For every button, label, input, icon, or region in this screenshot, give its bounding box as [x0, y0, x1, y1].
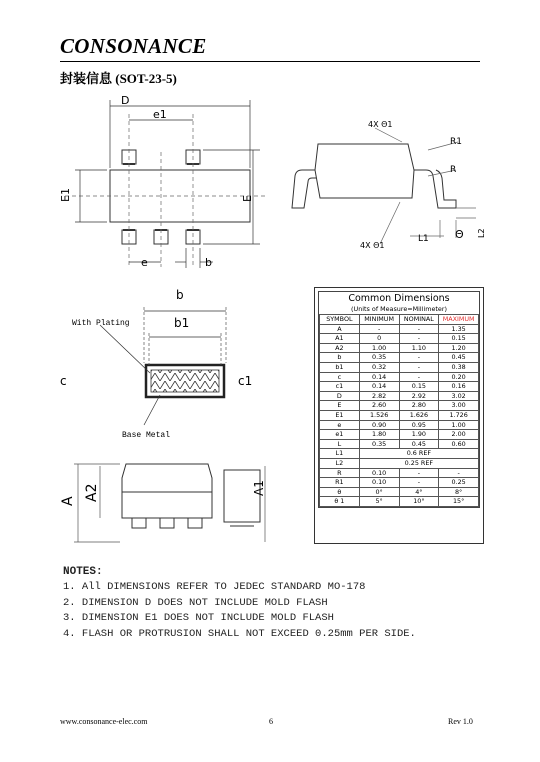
table-cell: - [399, 372, 439, 382]
table-row [320, 343, 479, 353]
table-cell: 0.16 [439, 382, 479, 392]
table-cell: 0.15 [399, 382, 439, 392]
table-cell: 0.10 [359, 478, 399, 488]
label-4x-theta1-top: 4X Θ1 [368, 120, 393, 129]
table-cell: 0.20 [439, 372, 479, 382]
table-cell: 1.20 [439, 343, 479, 353]
table-cell: 1.526 [359, 410, 399, 420]
table-row [320, 410, 479, 420]
table-cell: - [359, 324, 399, 334]
table-cell: 15° [439, 497, 479, 507]
table-cell: L1 [320, 449, 360, 459]
table-cell: E [320, 401, 360, 411]
dim-label-A1: A1 [252, 480, 266, 496]
label-theta: Θ [455, 228, 464, 241]
table-cell: 0.6 REF [359, 449, 478, 459]
table-cell: 3.02 [439, 391, 479, 401]
dim-label-A2: A2 [84, 483, 100, 502]
table-cell: e [320, 420, 360, 430]
common-dimensions-panel [314, 287, 484, 544]
table-row [320, 334, 479, 344]
label-L1: L1 [418, 234, 429, 244]
table-cell: 0.14 [359, 382, 399, 392]
table-cell: A [320, 324, 360, 334]
table-cell: 0.60 [439, 439, 479, 449]
table-cell: - [399, 362, 439, 372]
table-cell: b1 [320, 362, 360, 372]
column-header: MINIMUM [359, 315, 399, 325]
dim-label-D: D [121, 94, 130, 107]
table-cell: 3.00 [439, 401, 479, 411]
package-side-outline [315, 144, 414, 198]
label-with-plating: With Plating [72, 319, 130, 328]
table-cell: 1.90 [399, 430, 439, 440]
column-header: NOMINAL [399, 315, 439, 325]
table-cell: 1.10 [399, 343, 439, 353]
table-cell: 0.95 [399, 420, 439, 430]
table-cell: 0.35 [359, 353, 399, 363]
table-cell: 10° [399, 497, 439, 507]
table-cell: 0.38 [439, 362, 479, 372]
table-cell: 5° [359, 497, 399, 507]
notes-heading: NOTES: [63, 566, 103, 578]
table-cell: 0.15 [439, 334, 479, 344]
table-row [320, 353, 479, 363]
table-cell: 0.25 [439, 478, 479, 488]
table-row [320, 468, 479, 478]
table-cell: 8° [439, 487, 479, 497]
label-base-metal: Base Metal [122, 431, 171, 440]
label-R: R [450, 165, 457, 175]
table-cell: 0.90 [359, 420, 399, 430]
table-row [320, 362, 479, 372]
table-cell: 4° [399, 487, 439, 497]
table-cell: 2.80 [399, 401, 439, 411]
table-row [320, 487, 479, 497]
table-row [320, 324, 479, 334]
table-cell: c [320, 372, 360, 382]
label-section-c: c [60, 374, 67, 388]
table-cell: 0 [359, 334, 399, 344]
table-cell: - [399, 353, 439, 363]
package-front-outline [122, 464, 212, 492]
table-cell: 0.35 [359, 439, 399, 449]
dim-label-E1: E1 [59, 188, 72, 202]
footer-url: www.consonance-elec.com [60, 717, 148, 726]
table-cell: R [320, 468, 360, 478]
table-cell: A2 [320, 343, 360, 353]
dim-label-e: e [141, 256, 148, 269]
dim-label-A: A [60, 496, 76, 506]
top-view-drawing [55, 92, 270, 272]
notes-section [63, 566, 416, 642]
table-cell: θ [320, 487, 360, 497]
lead-section-drawing [60, 285, 275, 445]
column-header: SYMBOL [320, 315, 360, 325]
dimensions-header-row [320, 315, 479, 325]
table-cell: 1.80 [359, 430, 399, 440]
table-cell: 0.45 [399, 439, 439, 449]
table-cell: 1.00 [359, 343, 399, 353]
brand-logo-text: CONSONANCE [60, 34, 207, 58]
base-metal-hatch [151, 370, 219, 392]
label-section-b: b [176, 288, 184, 302]
dim-label-b: b [205, 256, 212, 269]
table-cell: 0° [359, 487, 399, 497]
label-R1: R1 [450, 137, 462, 147]
table-cell: 2.00 [439, 430, 479, 440]
table-cell: - [399, 324, 439, 334]
table-cell: 2.60 [359, 401, 399, 411]
side-view-drawing [280, 108, 490, 256]
dimensions-body [320, 324, 479, 506]
table-row [320, 372, 479, 382]
dim-label-e1: e1 [153, 108, 167, 121]
dimensions-table [319, 314, 479, 507]
table-cell: c1 [320, 382, 360, 392]
table-cell: 2.82 [359, 391, 399, 401]
label-4x-theta1-bottom: 4X Θ1 [360, 241, 385, 250]
table-cell: L2 [320, 458, 360, 468]
table-cell: L [320, 439, 360, 449]
label-section-c1: c1 [238, 374, 253, 388]
table-cell: D [320, 391, 360, 401]
table-cell: 2.92 [399, 391, 439, 401]
note-item: 4. FLASH OR PROTRUSION SHALL NOT EXCEED 0.25mm PER SIDE. [63, 627, 416, 640]
table-row [320, 439, 479, 449]
footer-page-number: 6 [269, 717, 273, 726]
dim-label-E: E [241, 195, 254, 202]
table-row [320, 382, 479, 392]
table-row [320, 420, 479, 430]
table-row [320, 478, 479, 488]
table-row [320, 497, 479, 507]
note-item: 2. DIMENSION D DOES NOT INCLUDE MOLD FLASH [63, 596, 328, 609]
header-divider [60, 61, 480, 62]
table-cell: - [439, 468, 479, 478]
note-item: 1. All DIMENSIONS REFER TO JEDEC STANDARD MO-178 [63, 581, 366, 593]
table-row [320, 458, 479, 468]
table-row [320, 449, 479, 459]
note-item: 3. DIMENSION E1 DOES NOT INCLUDE MOLD FLASH [63, 612, 334, 624]
table-cell: 0.32 [359, 362, 399, 372]
table-cell: 0.10 [359, 468, 399, 478]
table-cell: R1 [320, 478, 360, 488]
table-cell: 0.45 [439, 353, 479, 363]
table-cell: 0.14 [359, 372, 399, 382]
table-cell: - [399, 478, 439, 488]
table-cell: b [320, 353, 360, 363]
footer-revision: Rev 1.0 [448, 717, 473, 726]
table-cell: - [399, 468, 439, 478]
table-cell: θ 1 [320, 497, 360, 507]
label-section-b1: b1 [174, 316, 190, 330]
table-cell: 0.25 REF [359, 458, 478, 468]
table-cell: e1 [320, 430, 360, 440]
dimensions-title: Common Dimensions [348, 293, 450, 304]
dimensions-units: (Units of Measure=Millimeter) [351, 305, 447, 313]
table-cell: 1.35 [439, 324, 479, 334]
table-row [320, 391, 479, 401]
table-row [320, 401, 479, 411]
column-header: MAXIMUM [439, 315, 479, 325]
table-cell: A1 [320, 334, 360, 344]
table-cell: 1.00 [439, 420, 479, 430]
table-cell: 1.726 [439, 410, 479, 420]
front-view-drawing [60, 456, 275, 556]
table-cell: 1.626 [399, 410, 439, 420]
table-cell: E1 [320, 410, 360, 420]
table-cell: - [399, 334, 439, 344]
table-row [320, 430, 479, 440]
section-title: 封装信息 (SOT-23-5) [60, 71, 177, 86]
label-L2: L2 [477, 228, 486, 238]
